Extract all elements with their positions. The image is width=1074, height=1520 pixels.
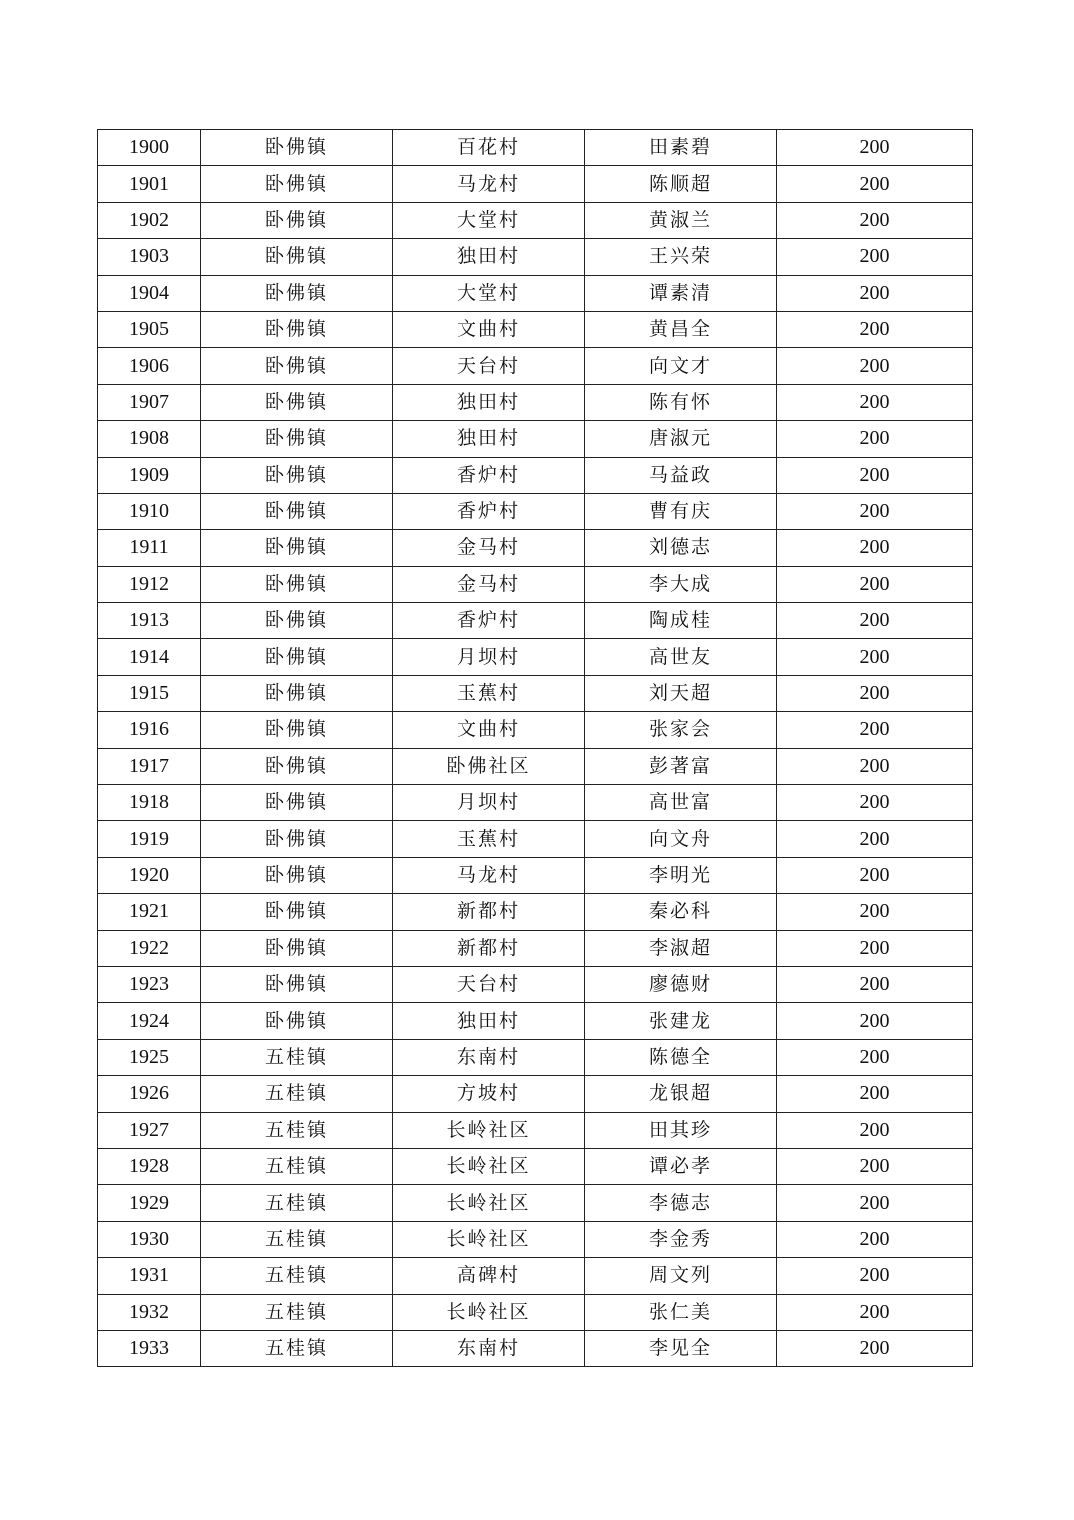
table-row bbox=[98, 311, 973, 347]
cell-person-name: 张家会 bbox=[585, 712, 777, 748]
cell-village: 独田村 bbox=[393, 384, 585, 420]
table-row bbox=[98, 566, 973, 602]
cell-number: 1904 bbox=[98, 275, 201, 311]
cell-number: 1918 bbox=[98, 785, 201, 821]
cell-amount: 200 bbox=[777, 785, 973, 821]
cell-village: 长岭社区 bbox=[393, 1148, 585, 1184]
cell-town: 五桂镇 bbox=[201, 1148, 393, 1184]
cell-number: 1916 bbox=[98, 712, 201, 748]
table-row bbox=[98, 530, 973, 566]
cell-village: 大堂村 bbox=[393, 202, 585, 238]
cell-person-name: 马益政 bbox=[585, 457, 777, 493]
cell-number: 1917 bbox=[98, 748, 201, 784]
cell-number: 1926 bbox=[98, 1076, 201, 1112]
cell-village: 大堂村 bbox=[393, 275, 585, 311]
cell-amount: 200 bbox=[777, 384, 973, 420]
cell-number: 1901 bbox=[98, 166, 201, 202]
cell-number: 1913 bbox=[98, 603, 201, 639]
table-row bbox=[98, 348, 973, 384]
cell-number: 1921 bbox=[98, 894, 201, 930]
cell-number: 1909 bbox=[98, 457, 201, 493]
cell-person-name: 李金秀 bbox=[585, 1221, 777, 1257]
cell-person-name: 田素碧 bbox=[585, 130, 777, 166]
cell-number: 1927 bbox=[98, 1112, 201, 1148]
cell-town: 卧佛镇 bbox=[201, 603, 393, 639]
cell-amount: 200 bbox=[777, 166, 973, 202]
cell-number: 1922 bbox=[98, 930, 201, 966]
cell-person-name: 田其珍 bbox=[585, 1112, 777, 1148]
table-row bbox=[98, 130, 973, 166]
cell-number: 1915 bbox=[98, 675, 201, 711]
cell-town: 卧佛镇 bbox=[201, 821, 393, 857]
cell-village: 东南村 bbox=[393, 1330, 585, 1366]
table-row bbox=[98, 166, 973, 202]
table-row bbox=[98, 493, 973, 529]
cell-amount: 200 bbox=[777, 1258, 973, 1294]
cell-amount: 200 bbox=[777, 603, 973, 639]
table-row bbox=[98, 1221, 973, 1257]
cell-village: 长岭社区 bbox=[393, 1112, 585, 1148]
cell-town: 卧佛镇 bbox=[201, 202, 393, 238]
cell-number: 1905 bbox=[98, 311, 201, 347]
cell-number: 1920 bbox=[98, 857, 201, 893]
cell-town: 五桂镇 bbox=[201, 1185, 393, 1221]
cell-town: 卧佛镇 bbox=[201, 1003, 393, 1039]
table-row bbox=[98, 603, 973, 639]
cell-town: 卧佛镇 bbox=[201, 239, 393, 275]
table-row bbox=[98, 1185, 973, 1221]
cell-person-name: 向文才 bbox=[585, 348, 777, 384]
cell-number: 1932 bbox=[98, 1294, 201, 1330]
table-row bbox=[98, 1003, 973, 1039]
cell-person-name: 彭著富 bbox=[585, 748, 777, 784]
cell-person-name: 张仁美 bbox=[585, 1294, 777, 1330]
table-row bbox=[98, 930, 973, 966]
table-row bbox=[98, 239, 973, 275]
cell-town: 五桂镇 bbox=[201, 1330, 393, 1366]
cell-town: 卧佛镇 bbox=[201, 530, 393, 566]
cell-person-name: 高世富 bbox=[585, 785, 777, 821]
cell-amount: 200 bbox=[777, 821, 973, 857]
cell-town: 卧佛镇 bbox=[201, 275, 393, 311]
cell-amount: 200 bbox=[777, 966, 973, 1002]
cell-amount: 200 bbox=[777, 457, 973, 493]
cell-town: 卧佛镇 bbox=[201, 311, 393, 347]
cell-village: 月坝村 bbox=[393, 785, 585, 821]
cell-village: 方坡村 bbox=[393, 1076, 585, 1112]
cell-person-name: 刘天超 bbox=[585, 675, 777, 711]
cell-village: 新都村 bbox=[393, 894, 585, 930]
cell-village: 独田村 bbox=[393, 421, 585, 457]
cell-person-name: 李淑超 bbox=[585, 930, 777, 966]
cell-amount: 200 bbox=[777, 239, 973, 275]
table-row bbox=[98, 1039, 973, 1075]
cell-town: 卧佛镇 bbox=[201, 712, 393, 748]
roster-table-body bbox=[98, 130, 973, 1367]
cell-number: 1930 bbox=[98, 1221, 201, 1257]
cell-town: 卧佛镇 bbox=[201, 457, 393, 493]
cell-amount: 200 bbox=[777, 639, 973, 675]
cell-amount: 200 bbox=[777, 1221, 973, 1257]
cell-amount: 200 bbox=[777, 275, 973, 311]
cell-town: 卧佛镇 bbox=[201, 930, 393, 966]
cell-number: 1908 bbox=[98, 421, 201, 457]
cell-town: 卧佛镇 bbox=[201, 566, 393, 602]
cell-amount: 200 bbox=[777, 348, 973, 384]
cell-town: 卧佛镇 bbox=[201, 493, 393, 529]
cell-amount: 200 bbox=[777, 311, 973, 347]
cell-village: 长岭社区 bbox=[393, 1294, 585, 1330]
cell-number: 1902 bbox=[98, 202, 201, 238]
cell-village: 天台村 bbox=[393, 348, 585, 384]
cell-number: 1928 bbox=[98, 1148, 201, 1184]
cell-number: 1910 bbox=[98, 493, 201, 529]
cell-village: 文曲村 bbox=[393, 311, 585, 347]
table-row bbox=[98, 1258, 973, 1294]
table-row bbox=[98, 1076, 973, 1112]
cell-person-name: 陈有怀 bbox=[585, 384, 777, 420]
cell-village: 东南村 bbox=[393, 1039, 585, 1075]
cell-amount: 200 bbox=[777, 493, 973, 529]
cell-person-name: 向文舟 bbox=[585, 821, 777, 857]
cell-village: 新都村 bbox=[393, 930, 585, 966]
cell-person-name: 李明光 bbox=[585, 857, 777, 893]
cell-person-name: 周文列 bbox=[585, 1258, 777, 1294]
cell-village: 金马村 bbox=[393, 566, 585, 602]
cell-village: 长岭社区 bbox=[393, 1221, 585, 1257]
cell-person-name: 黄淑兰 bbox=[585, 202, 777, 238]
table-row bbox=[98, 457, 973, 493]
cell-number: 1929 bbox=[98, 1185, 201, 1221]
cell-number: 1925 bbox=[98, 1039, 201, 1075]
table-row bbox=[98, 202, 973, 238]
cell-village: 香炉村 bbox=[393, 493, 585, 529]
cell-town: 卧佛镇 bbox=[201, 348, 393, 384]
cell-number: 1933 bbox=[98, 1330, 201, 1366]
cell-amount: 200 bbox=[777, 130, 973, 166]
cell-town: 卧佛镇 bbox=[201, 894, 393, 930]
cell-village: 马龙村 bbox=[393, 166, 585, 202]
cell-number: 1914 bbox=[98, 639, 201, 675]
cell-town: 卧佛镇 bbox=[201, 166, 393, 202]
table-row bbox=[98, 712, 973, 748]
cell-village: 文曲村 bbox=[393, 712, 585, 748]
cell-town: 五桂镇 bbox=[201, 1039, 393, 1075]
cell-amount: 200 bbox=[777, 930, 973, 966]
table-row bbox=[98, 275, 973, 311]
cell-person-name: 唐淑元 bbox=[585, 421, 777, 457]
cell-number: 1931 bbox=[98, 1258, 201, 1294]
cell-town: 卧佛镇 bbox=[201, 966, 393, 1002]
cell-amount: 200 bbox=[777, 894, 973, 930]
cell-village: 天台村 bbox=[393, 966, 585, 1002]
cell-person-name: 李见全 bbox=[585, 1330, 777, 1366]
table-row bbox=[98, 675, 973, 711]
cell-town: 五桂镇 bbox=[201, 1294, 393, 1330]
table-row bbox=[98, 1112, 973, 1148]
cell-amount: 200 bbox=[777, 1003, 973, 1039]
cell-person-name: 廖德财 bbox=[585, 966, 777, 1002]
cell-amount: 200 bbox=[777, 1076, 973, 1112]
cell-person-name: 张建龙 bbox=[585, 1003, 777, 1039]
cell-village: 香炉村 bbox=[393, 457, 585, 493]
cell-amount: 200 bbox=[777, 857, 973, 893]
cell-amount: 200 bbox=[777, 712, 973, 748]
cell-village: 玉蕉村 bbox=[393, 675, 585, 711]
table-row bbox=[98, 785, 973, 821]
table-row bbox=[98, 966, 973, 1002]
cell-village: 香炉村 bbox=[393, 603, 585, 639]
cell-village: 独田村 bbox=[393, 1003, 585, 1039]
cell-person-name: 陈德全 bbox=[585, 1039, 777, 1075]
cell-amount: 200 bbox=[777, 202, 973, 238]
table-row bbox=[98, 821, 973, 857]
cell-person-name: 谭素清 bbox=[585, 275, 777, 311]
cell-number: 1900 bbox=[98, 130, 201, 166]
cell-person-name: 高世友 bbox=[585, 639, 777, 675]
cell-amount: 200 bbox=[777, 1294, 973, 1330]
cell-amount: 200 bbox=[777, 421, 973, 457]
table-row bbox=[98, 421, 973, 457]
cell-amount: 200 bbox=[777, 530, 973, 566]
cell-person-name: 陶成桂 bbox=[585, 603, 777, 639]
cell-town: 卧佛镇 bbox=[201, 384, 393, 420]
cell-number: 1911 bbox=[98, 530, 201, 566]
table-row bbox=[98, 384, 973, 420]
cell-number: 1903 bbox=[98, 239, 201, 275]
cell-person-name: 秦必科 bbox=[585, 894, 777, 930]
table-row bbox=[98, 894, 973, 930]
cell-village: 马龙村 bbox=[393, 857, 585, 893]
cell-person-name: 刘德志 bbox=[585, 530, 777, 566]
cell-person-name: 龙银超 bbox=[585, 1076, 777, 1112]
cell-town: 五桂镇 bbox=[201, 1221, 393, 1257]
cell-person-name: 黄昌全 bbox=[585, 311, 777, 347]
cell-town: 卧佛镇 bbox=[201, 130, 393, 166]
cell-town: 五桂镇 bbox=[201, 1076, 393, 1112]
cell-amount: 200 bbox=[777, 1185, 973, 1221]
cell-amount: 200 bbox=[777, 675, 973, 711]
cell-number: 1907 bbox=[98, 384, 201, 420]
cell-number: 1906 bbox=[98, 348, 201, 384]
table-row bbox=[98, 857, 973, 893]
cell-village: 长岭社区 bbox=[393, 1185, 585, 1221]
table-row bbox=[98, 1330, 973, 1366]
cell-village: 卧佛社区 bbox=[393, 748, 585, 784]
table-row bbox=[98, 639, 973, 675]
table-row bbox=[98, 1294, 973, 1330]
cell-number: 1919 bbox=[98, 821, 201, 857]
cell-person-name: 陈顺超 bbox=[585, 166, 777, 202]
cell-town: 五桂镇 bbox=[201, 1258, 393, 1294]
cell-village: 百花村 bbox=[393, 130, 585, 166]
cell-person-name: 谭必孝 bbox=[585, 1148, 777, 1184]
cell-person-name: 李大成 bbox=[585, 566, 777, 602]
cell-number: 1912 bbox=[98, 566, 201, 602]
cell-town: 卧佛镇 bbox=[201, 421, 393, 457]
cell-village: 玉蕉村 bbox=[393, 821, 585, 857]
cell-person-name: 王兴荣 bbox=[585, 239, 777, 275]
cell-town: 卧佛镇 bbox=[201, 639, 393, 675]
cell-amount: 200 bbox=[777, 1330, 973, 1366]
cell-town: 卧佛镇 bbox=[201, 748, 393, 784]
cell-town: 五桂镇 bbox=[201, 1112, 393, 1148]
cell-town: 卧佛镇 bbox=[201, 785, 393, 821]
roster-table bbox=[97, 129, 973, 1367]
cell-amount: 200 bbox=[777, 1112, 973, 1148]
cell-town: 卧佛镇 bbox=[201, 857, 393, 893]
cell-village: 独田村 bbox=[393, 239, 585, 275]
cell-number: 1923 bbox=[98, 966, 201, 1002]
table-row bbox=[98, 1148, 973, 1184]
cell-person-name: 李德志 bbox=[585, 1185, 777, 1221]
cell-amount: 200 bbox=[777, 748, 973, 784]
table-row bbox=[98, 748, 973, 784]
cell-village: 金马村 bbox=[393, 530, 585, 566]
cell-person-name: 曹有庆 bbox=[585, 493, 777, 529]
cell-amount: 200 bbox=[777, 1148, 973, 1184]
cell-number: 1924 bbox=[98, 1003, 201, 1039]
cell-amount: 200 bbox=[777, 566, 973, 602]
cell-amount: 200 bbox=[777, 1039, 973, 1075]
cell-village: 高碑村 bbox=[393, 1258, 585, 1294]
cell-town: 卧佛镇 bbox=[201, 675, 393, 711]
cell-village: 月坝村 bbox=[393, 639, 585, 675]
